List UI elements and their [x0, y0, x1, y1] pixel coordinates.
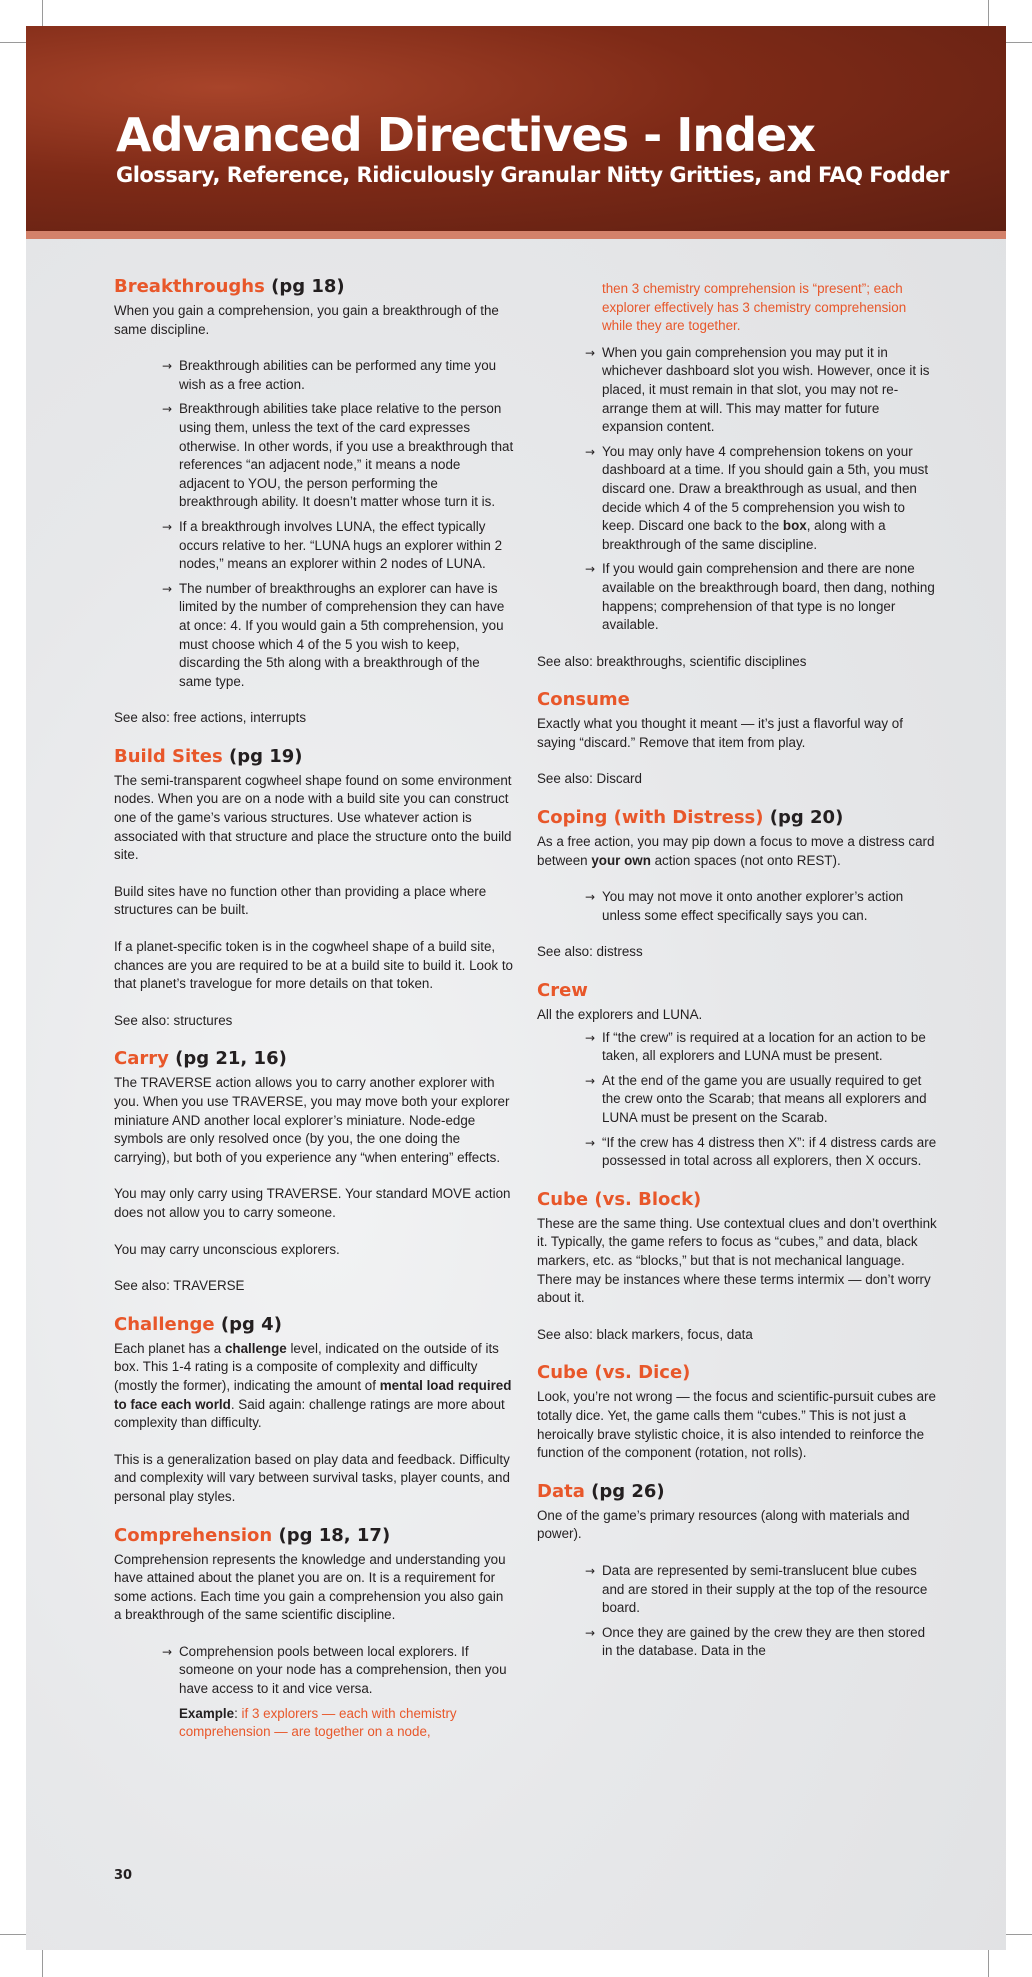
- crop-mark: [0, 1934, 26, 1935]
- bullet-item: → “If the crew has 4 distress then X”: if 4 distress cards are possessed in total across all explorers, then X occurs.: [585, 1134, 937, 1171]
- entry-heading: [114, 1525, 514, 1547]
- entry-text: Look, you’re not wrong — the focus and scientific-pursuit cubes are totally dice. Yet, the game calls them “cubes.” This is not just a heroically brave stylistic choice, it is also intended to reinforce the function of the component (rotation, not rolls).: [537, 1389, 936, 1461]
- bullet-item: → When you gain comprehension you may put it in whichever dashboard slot you wish. However, once it is placed, it must remain in that slot, you may not re-arrange them at will. This may matter for future expansion content.: [585, 344, 937, 437]
- entry-heading: [114, 746, 514, 768]
- entry-text: If a planet-specific token is in the cogwheel shape of a build site, chances are you are required to be at a build site to build it. Look to that planet’s travelogue for more details on that token.: [114, 939, 513, 992]
- entry-term: Cube (vs. Dice): [537, 1362, 691, 1384]
- bullet-list: [537, 1562, 937, 1661]
- entry-heading: [537, 689, 937, 711]
- header-divider: [26, 231, 1006, 239]
- example-text: if 3 explorers — each with chemistry comprehension — are together on a node,: [179, 1705, 457, 1740]
- entry-challenge: [114, 1314, 514, 1507]
- right-column: [537, 280, 937, 1679]
- entry-text: Comprehension represents the knowledge and understanding you have attained about the planet you are on. It is a requirement for some actions. Each time you gain a comprehension you also gain a breakthrough of the same scientific discipline.: [114, 1551, 506, 1623]
- example-continued: then 3 chemistry comprehension is “present”; each explorer effectively has 3 chemistry comprehension while they are together.: [602, 281, 907, 334]
- example: [179, 1705, 514, 1742]
- entry-page-ref: (pg 18, 17): [278, 1524, 391, 1546]
- entry-heading: [537, 1481, 937, 1503]
- entry-heading: [537, 1189, 937, 1211]
- example-sep: :: [234, 1705, 242, 1721]
- bullet-item: → Breakthrough abilities can be performed any time you wish as a free action.: [162, 357, 514, 394]
- entry-comprehension: [114, 1525, 514, 1742]
- entry-text: [114, 1340, 514, 1433]
- entry-cube-vs-block: [537, 1189, 937, 1345]
- entry-text: Build sites have no function other than providing a place where structures can be built.: [114, 883, 487, 918]
- bullet-item: → Once they are gained by the crew they are then stored in the database. Data in the: [585, 1624, 937, 1661]
- entry-cube-vs-dice: [537, 1362, 937, 1462]
- entry-term: Cube (vs. Block): [537, 1188, 702, 1210]
- entry-page-ref: (pg 18): [271, 276, 345, 297]
- bullet-item: [162, 1643, 514, 1742]
- bullet-item: → The number of breakthroughs an explorer can have is limited by the number of comprehension they can have at once: 4. If you would gain a 5th comprehension, you must choose which 4 of the 5 you wish to keep, discarding the 5th along with a breakthrough of the same type.: [162, 580, 514, 692]
- bold-term: mental load required to face each world: [114, 1377, 512, 1412]
- entry-page-ref: (pg 19): [228, 745, 303, 767]
- entry-text: This is a generalization based on play data and feedback. Difficulty and complexity will vary between survival tasks, player counts, and personal play styles.: [114, 1451, 510, 1504]
- entry-term: Data: [537, 1480, 585, 1502]
- entry-text: The TRAVERSE action allows you to carry another explorer with you. When you use TRAVERSE, you may move both your explorer miniature AND another local explorer’s miniature. Node-edge symbols are only resolved once (by you, the one doing the carrying), but both of you experience any “when entering” effects.: [114, 1075, 510, 1165]
- crop-mark: [1006, 1934, 1032, 1935]
- see-also: See also: structures: [114, 1012, 233, 1028]
- header-banner: [26, 26, 1006, 231]
- crop-mark: [988, 0, 989, 26]
- entry-crew: [537, 980, 937, 1171]
- entry-text: You may only carry using TRAVERSE. Your standard MOVE action does not allow you to carry someone.: [114, 1186, 511, 1220]
- bullet-item: → If “the crew” is required at a location for an action to be taken, all explorers and LUNA must be present.: [585, 1029, 937, 1066]
- text-run: As a free action, you may pip down a focus to move a distress card between: [537, 834, 935, 868]
- bullet-item: [585, 443, 937, 555]
- entry-heading: [537, 980, 937, 1002]
- page-subtitle: Glossary, Reference, Ridiculously Granular Nitty Gritties, and FAQ Fodder: [116, 163, 949, 187]
- bullet-list: [537, 344, 937, 635]
- see-also: See also: breakthroughs, scientific disciplines: [537, 653, 807, 669]
- entry-heading: [537, 1362, 937, 1384]
- entry-build-sites: [114, 746, 514, 1031]
- entry-consume: [537, 689, 937, 789]
- bold-term: box: [782, 518, 807, 534]
- entry-carry: [114, 1048, 514, 1295]
- crop-mark: [988, 1950, 989, 1977]
- entry-page-ref: (pg 4): [220, 1313, 282, 1335]
- entry-text: [537, 833, 937, 870]
- crop-mark: [0, 42, 26, 43]
- entry-text: The semi-transparent cogwheel shape found on some environment nodes. When you are on a node with a build site you can construct one of the game’s various structures. Use whatever action is associated with that structure and place the structure onto the build site.: [114, 772, 512, 863]
- entry-heading: [114, 1314, 514, 1336]
- crop-mark: [42, 1950, 43, 1977]
- text-run: Each planet has a: [114, 1340, 225, 1356]
- bullet-item: → You may not move it onto another explorer’s action unless some effect specifically says you can.: [585, 888, 937, 925]
- entry-page-ref: (pg 20): [769, 807, 844, 829]
- entry-text: You may carry unconscious explorers.: [114, 1241, 340, 1257]
- entry-term: Coping (with Distress): [537, 807, 764, 829]
- entry-term: Comprehension: [114, 1524, 273, 1546]
- bullet-item: → If a breakthrough involves LUNA, the effect typically occurs relative to her. “LUNA hugs an explorer within 2 nodes,” means an explorer within 2 nodes of LUNA.: [162, 518, 514, 574]
- bullet-list: [114, 357, 514, 691]
- text-run: . Said again: challenge ratings are more about complexity than difficulty.: [114, 1396, 505, 1431]
- page-title: Advanced Directives - Index: [116, 108, 815, 162]
- bullet-text: Comprehension pools between local explorers. If someone on your node has a comprehension, then you have access to it and vice versa.: [179, 1643, 507, 1697]
- bullet-list: [537, 1029, 937, 1171]
- entry-coping: [537, 807, 937, 962]
- entry-term: Build Sites: [114, 745, 223, 767]
- entry-term: Breakthroughs: [114, 276, 265, 297]
- see-also: See also: Discard: [537, 771, 642, 787]
- entry-text: When you gain a comprehension, you gain a breakthrough of the same discipline.: [114, 303, 499, 337]
- entry-term: Carry: [114, 1048, 169, 1070]
- entry-breakthroughs: [114, 276, 514, 728]
- entry-heading: [537, 807, 937, 829]
- text-run: , along with a breakthrough of the same discipline.: [602, 518, 886, 552]
- entry-text: All the explorers and LUNA.: [537, 1007, 703, 1023]
- document-page: [26, 26, 1006, 1950]
- bullet-item: → Breakthrough abilities take place relative to the person using them, unless the text of the card expresses otherwise. In other words, if you use a breakthrough that references “an adjacent node,” it means a node adjacent to YOU, the person performing the breakthrough ability. It doesn’t matter whose turn it is.: [162, 400, 514, 512]
- entry-page-ref: (pg 21, 16): [175, 1048, 287, 1070]
- entry-term: Crew: [537, 980, 588, 1002]
- entry-data: [537, 1481, 937, 1661]
- crop-mark: [42, 0, 43, 26]
- text-run: You may only have 4 comprehension tokens on your dashboard at a time. If you should gain a 5th, you must discard one. Draw a breakthrough as usual, and then decide which 4 of the 5 comprehension you wish to keep. Discard one back to the: [602, 443, 929, 534]
- entry-text: One of the game’s primary resources (along with materials and power).: [537, 1507, 910, 1542]
- crop-mark: [1006, 42, 1032, 43]
- bullet-item: → At the end of the game you are usually required to get the crew onto the Scarab; that means all explorers and LUNA must be present on the Scarab.: [585, 1072, 937, 1128]
- left-column: [114, 276, 514, 1748]
- entry-term: Consume: [537, 689, 630, 711]
- bullet-list: [537, 888, 937, 925]
- text-run: level, indicated on the outside of its box. This 1-4 rating is a composite of complexity and difficulty (mostly the former), indicating the amount of: [114, 1340, 499, 1393]
- entry-page-ref: (pg 26): [591, 1480, 665, 1502]
- page-number: 30: [114, 1868, 133, 1883]
- see-also: See also: free actions, interrupts: [114, 710, 307, 726]
- bold-term: challenge: [224, 1340, 287, 1356]
- entry-text: Exactly what you thought it meant — it’s just a flavorful way of saying “discard.” Remove that item from play.: [537, 716, 903, 750]
- example-label: Example: [179, 1705, 235, 1721]
- see-also: See also: TRAVERSE: [114, 1278, 245, 1294]
- entry-heading: [114, 276, 514, 298]
- see-also: See also: distress: [537, 944, 643, 960]
- bullet-item: → Data are represented by semi-translucent blue cubes and are stored in their supply at the top of the resource board.: [585, 1562, 937, 1618]
- entry-term: Challenge: [114, 1313, 215, 1335]
- text-run: action spaces (not onto REST).: [650, 852, 841, 868]
- entry-text: These are the same thing. Use contextual clues and don’t overthink it. Typically, the game refers to focus as “cubes,” and data, black markers, etc. as “blocks,” but that is not mechanical language. There may be instances where these terms intermix — don’t worry about it.: [537, 1215, 937, 1306]
- entry-heading: [114, 1048, 514, 1070]
- see-also: See also: black markers, focus, data: [537, 1326, 753, 1342]
- bullet-item: → If you would gain comprehension and there are none available on the breakthrough board, then dang, nothing happens; comprehension of that type is no longer available.: [585, 560, 937, 634]
- bold-term: your own: [591, 852, 651, 868]
- bullet-list: [114, 1643, 514, 1742]
